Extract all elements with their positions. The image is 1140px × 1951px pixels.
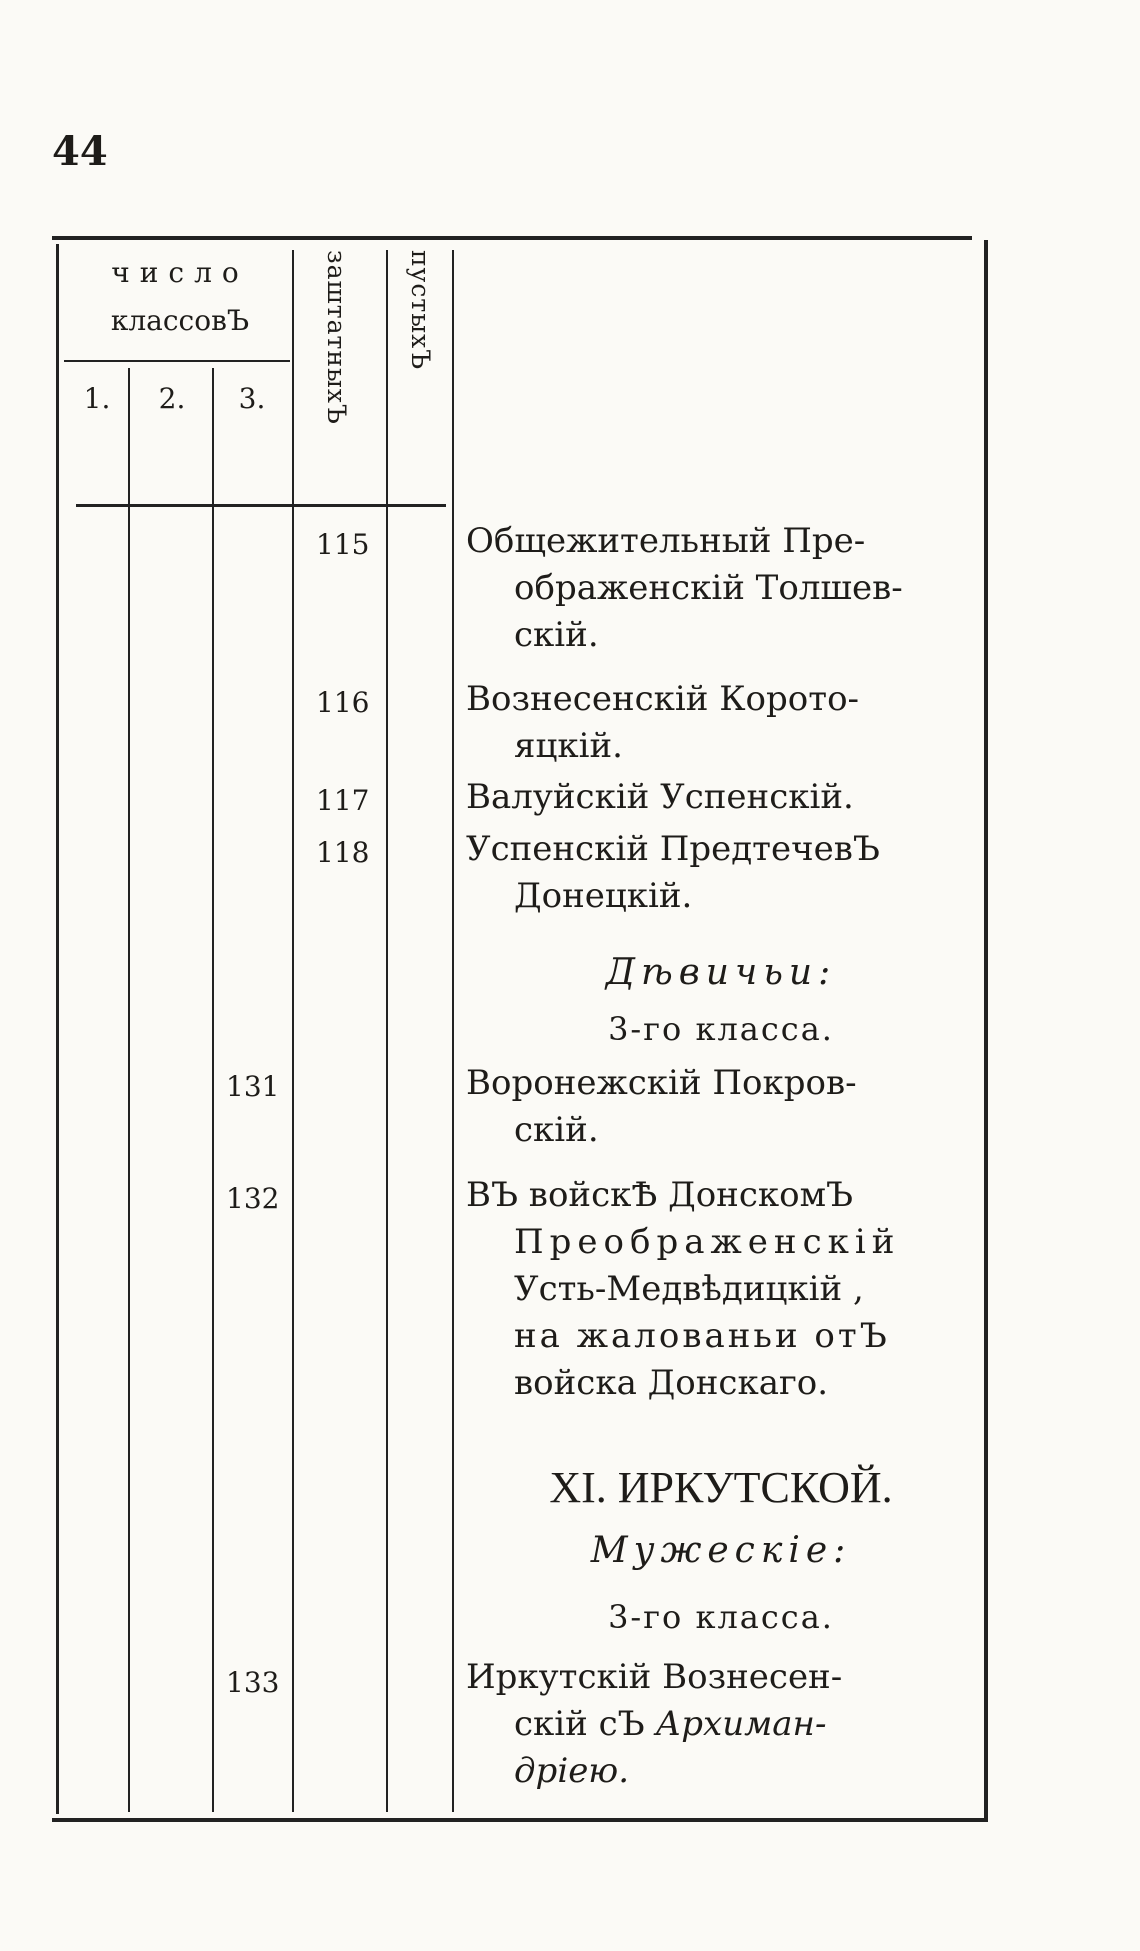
section-heading-mens: Мужескіе: [590, 1530, 852, 1571]
entry-line: Общежительный Пре- [466, 521, 866, 561]
class-heading: 3-го класса. [608, 1598, 834, 1636]
entry-line: Преображенскій [514, 1222, 901, 1262]
entry-number: 131 [226, 1070, 280, 1103]
entry-line: Валуйскій Успенскій. [466, 777, 854, 817]
class-2-header: 2. [158, 382, 186, 415]
entry-text: скій сЪ [514, 1704, 656, 1744]
classes-subheader-rule [64, 360, 290, 362]
entry-number: 117 [316, 784, 370, 817]
entry-line: войска Донскаго. [514, 1363, 829, 1403]
section-heading-girls: Дѣвичьи: [605, 952, 837, 993]
col-divider-3 [292, 250, 294, 1812]
classes-header-line1: число [111, 256, 249, 289]
bottom-rule [52, 1818, 988, 1822]
class-heading: 3-го класса. [608, 1010, 834, 1048]
entry-line: Донецкій. [514, 876, 693, 916]
entry-line: дріею. [514, 1751, 630, 1791]
monastery-entry-116 [466, 676, 976, 770]
header-bottom-rule [76, 504, 446, 507]
classes-header-line2: классовЪ [110, 304, 250, 337]
left-border [56, 244, 59, 1814]
staffed-column-header: заштатныхЪ [322, 250, 351, 425]
entry-line: Воронежскій Покров- [466, 1063, 857, 1103]
entry-line: скій. [514, 1110, 599, 1150]
entry-line: Усть-Медвѣдицкій , [514, 1269, 864, 1309]
entry-number: 132 [226, 1182, 280, 1215]
page-number: 44 [52, 128, 108, 175]
col-divider-4 [386, 250, 388, 1812]
entry-number: 133 [226, 1666, 280, 1699]
monastery-entry-131 [466, 1060, 976, 1154]
monastery-entry-115 [466, 518, 976, 659]
entry-number: 115 [316, 528, 370, 561]
entry-line: Успенскій ПредтечевЪ [466, 829, 880, 869]
entry-line: на жалованьи отЪ [514, 1316, 890, 1356]
entry-number: 118 [316, 836, 370, 869]
class-3-header: 3. [238, 382, 266, 415]
entry-line: ображенскій Толшев- [514, 568, 903, 608]
class-1-header: 1. [83, 382, 111, 415]
monastery-entry-117 [466, 774, 976, 821]
empty-column-header: пустыхЪ [406, 250, 435, 371]
entry-line: Иркутскій Вознесен- [466, 1657, 843, 1697]
right-border [984, 240, 988, 1822]
top-rule [52, 236, 972, 240]
region-heading: XI. ИРКУТСКОЙ. [549, 1463, 893, 1512]
monastery-entry-132 [466, 1172, 976, 1407]
col-divider-5 [452, 250, 454, 1812]
entry-line: Вознесенскій Корото- [466, 679, 860, 719]
entry-italic-text: Архиман- [655, 1704, 827, 1744]
monastery-entry-133 [466, 1654, 976, 1795]
entry-line [466, 1701, 976, 1748]
col-divider-2 [212, 368, 214, 1812]
entry-line: яцкій. [514, 726, 623, 766]
entry-line: скій. [514, 615, 599, 655]
entry-line: ВЪ войскѢ ДонскомЪ [466, 1175, 854, 1215]
entry-number: 116 [316, 686, 370, 719]
monastery-entry-118 [466, 826, 976, 920]
col-divider-1 [128, 368, 130, 1812]
